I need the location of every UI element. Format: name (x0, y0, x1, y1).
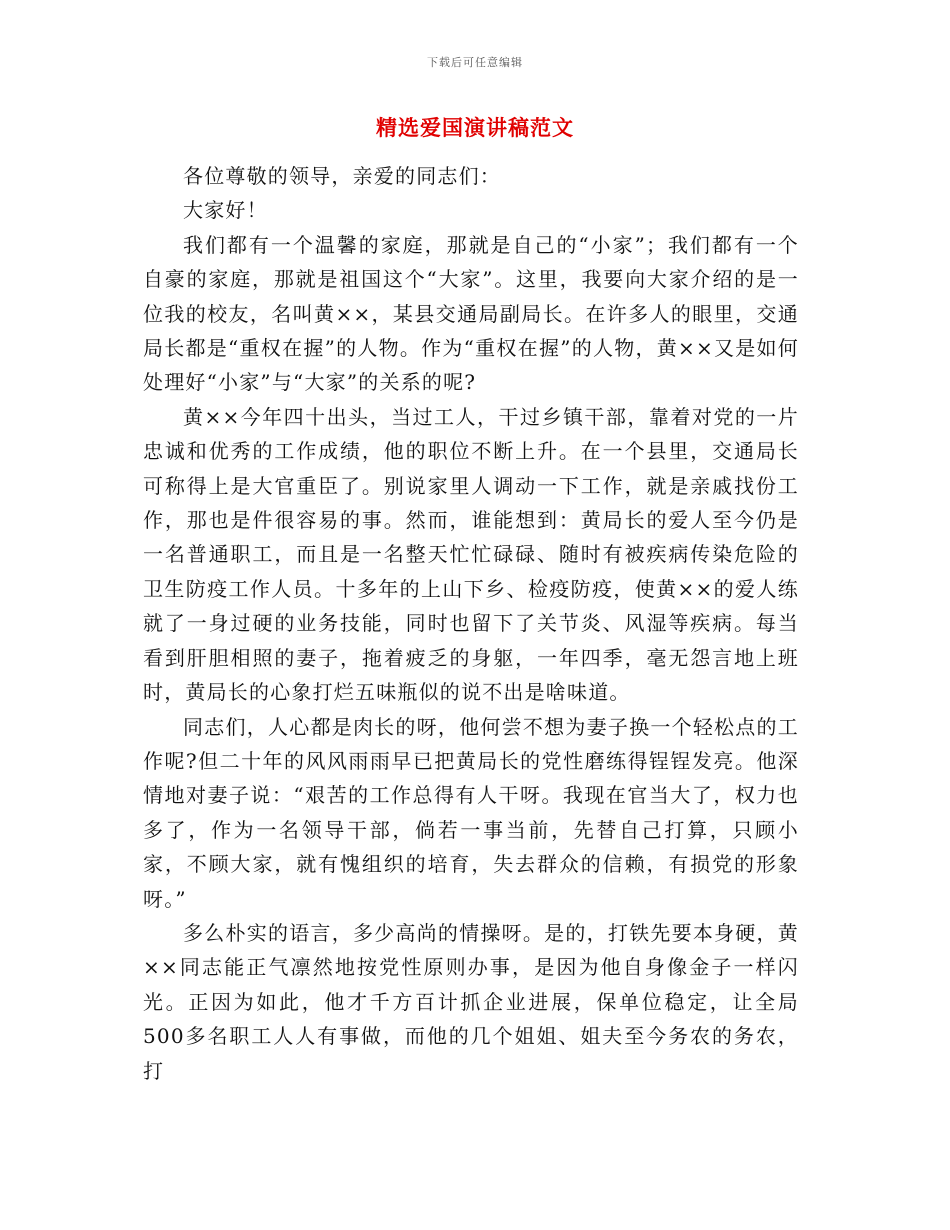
salutation-paragraph: 各位尊敬的领导，亲爱的同志们： (183, 164, 501, 188)
body-paragraph: 黄××今年四十出头，当过工人，干过乡镇干部，靠着对党的一片忠诚和优秀的工作成绩，他的职位不断上升。在一个县里，交通局长可称得上是大官重臣了。别说家里人调动一下工作，就是亲戚找份工作，那也是件很容易的事。然而，谁能想到：黄局长的爱人至今仍是一名普通职工，而且是一名整天忙忙碌碌、随时有被疾病传染危险的卫生防疫工作人员。十多年的上山下乡、检疫防疫，使黄××的爱人练就了一身过硬的业务技能，同时也留下了关节炎、风湿等疾病。每当看到肝胆相照的妻子，拖着疲乏的身躯，一年四季，毫无怨言地上班时，黄局长的心象打烂五味瓶似的说不出是啥味道。 (143, 404, 799, 705)
body-paragraph: 多么朴实的语言，多少高尚的情操呀。是的，打铁先要本身硬，黄××同志能正气凛然地按党性原则办事，是因为他自身像金子一样闪光。正因为如此，他才千方百计抓企业进展，保单位稳定，让全局500多名职工人人有事做，而他的几个姐姐、姐夫至今务农的务农，打 (143, 920, 799, 1083)
body-paragraph: 同志们，人心都是肉长的呀，他何尝不想为妻子换一个轻松点的工作呢?但二十年的风风雨雨早已把黄局长的党性磨练得锃锃发亮。他深情地对妻子说：“艰苦的工作总得有人干呀。我现在官当大了，权力也多了，作为一名领导干部，倘若一事当前，先替自己打算，只顾小家，不顾大家，就有愧组织的培育，失去群众的信赖，有损党的形象呀。” (143, 714, 799, 911)
document-body (143, 159, 799, 1088)
header-note: 下载后可任意编辑 (427, 56, 523, 69)
greeting-paragraph: 大家好！ (183, 198, 268, 223)
body-paragraph: 我们都有一个温馨的家庭，那就是自己的“小家”；我们都有一个自豪的家庭，那就是祖国这个“大家”。这里，我要向大家介绍的是一位我的校友，名叫黄××，某县交通局副局长。在许多人的眼里，交通局长都是“重权在握”的人物。作为“重权在握”的人物，黄××又是如何处理好“小家”与“大家”的关系的呢? (143, 232, 799, 395)
document-title: 精选爱国演讲稿范文 (376, 115, 574, 140)
